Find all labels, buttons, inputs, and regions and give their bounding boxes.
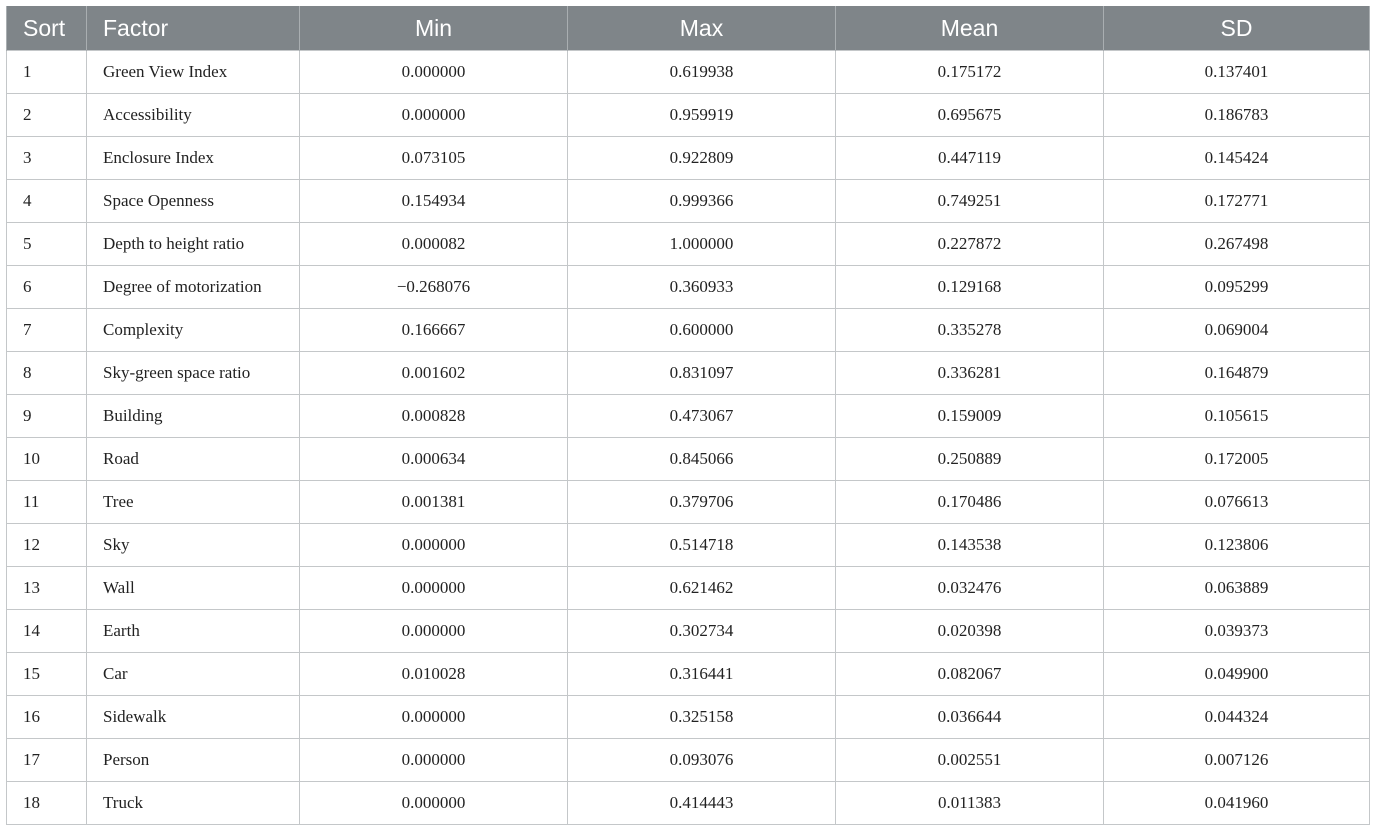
cell-mean: 0.250889 <box>836 438 1104 481</box>
cell-mean: 0.695675 <box>836 94 1104 137</box>
cell-max: 0.619938 <box>568 51 836 94</box>
cell-max: 0.514718 <box>568 524 836 567</box>
cell-max: 0.845066 <box>568 438 836 481</box>
cell-mean: 0.159009 <box>836 395 1104 438</box>
table-row <box>7 481 1370 524</box>
cell-sd: 0.172771 <box>1104 180 1370 223</box>
cell-sort: 4 <box>7 180 87 223</box>
cell-sort: 3 <box>7 137 87 180</box>
cell-sort: 18 <box>7 782 87 825</box>
cell-sd: 0.076613 <box>1104 481 1370 524</box>
table-row <box>7 180 1370 223</box>
cell-max: 0.999366 <box>568 180 836 223</box>
header-min: Min <box>300 6 568 51</box>
cell-min: 0.001602 <box>300 352 568 395</box>
cell-min: 0.000000 <box>300 524 568 567</box>
cell-mean: 0.036644 <box>836 696 1104 739</box>
cell-sort: 7 <box>7 309 87 352</box>
cell-sd: 0.172005 <box>1104 438 1370 481</box>
cell-mean: 0.335278 <box>836 309 1104 352</box>
cell-factor: Sky-green space ratio <box>87 352 300 395</box>
table-row <box>7 524 1370 567</box>
table-row <box>7 266 1370 309</box>
cell-factor: Sidewalk <box>87 696 300 739</box>
cell-factor: Earth <box>87 610 300 653</box>
cell-sd: 0.123806 <box>1104 524 1370 567</box>
table-row <box>7 739 1370 782</box>
cell-min: 0.000634 <box>300 438 568 481</box>
cell-factor: Space Openness <box>87 180 300 223</box>
cell-sort: 9 <box>7 395 87 438</box>
cell-sort: 16 <box>7 696 87 739</box>
cell-factor: Truck <box>87 782 300 825</box>
cell-min: 0.010028 <box>300 653 568 696</box>
cell-max: 1.000000 <box>568 223 836 266</box>
cell-min: 0.000000 <box>300 610 568 653</box>
cell-min: 0.154934 <box>300 180 568 223</box>
cell-factor: Accessibility <box>87 94 300 137</box>
cell-sd: 0.007126 <box>1104 739 1370 782</box>
cell-sort: 12 <box>7 524 87 567</box>
cell-factor: Degree of motorization <box>87 266 300 309</box>
cell-sd: 0.039373 <box>1104 610 1370 653</box>
cell-mean: 0.020398 <box>836 610 1104 653</box>
cell-sort: 13 <box>7 567 87 610</box>
cell-factor: Wall <box>87 567 300 610</box>
cell-sort: 2 <box>7 94 87 137</box>
cell-mean: 0.336281 <box>836 352 1104 395</box>
header-factor: Factor <box>87 6 300 51</box>
cell-mean: 0.175172 <box>836 51 1104 94</box>
cell-sd: 0.105615 <box>1104 395 1370 438</box>
cell-max: 0.414443 <box>568 782 836 825</box>
cell-min: 0.000000 <box>300 696 568 739</box>
cell-mean: 0.170486 <box>836 481 1104 524</box>
table-row <box>7 567 1370 610</box>
cell-min: −0.268076 <box>300 266 568 309</box>
cell-min: 0.000000 <box>300 782 568 825</box>
cell-mean: 0.002551 <box>836 739 1104 782</box>
cell-sort: 17 <box>7 739 87 782</box>
cell-sd: 0.186783 <box>1104 94 1370 137</box>
cell-max: 0.302734 <box>568 610 836 653</box>
header-mean: Mean <box>836 6 1104 51</box>
cell-max: 0.600000 <box>568 309 836 352</box>
cell-max: 0.473067 <box>568 395 836 438</box>
cell-sort: 6 <box>7 266 87 309</box>
cell-sd: 0.164879 <box>1104 352 1370 395</box>
cell-min: 0.000000 <box>300 51 568 94</box>
table-row <box>7 696 1370 739</box>
cell-mean: 0.011383 <box>836 782 1104 825</box>
header-max: Max <box>568 6 836 51</box>
cell-factor: Complexity <box>87 309 300 352</box>
cell-max: 0.621462 <box>568 567 836 610</box>
table-row <box>7 610 1370 653</box>
statistics-table <box>6 6 1370 825</box>
cell-min: 0.000828 <box>300 395 568 438</box>
cell-sort: 15 <box>7 653 87 696</box>
cell-max: 0.959919 <box>568 94 836 137</box>
table-row <box>7 352 1370 395</box>
cell-mean: 0.749251 <box>836 180 1104 223</box>
cell-sort: 14 <box>7 610 87 653</box>
table-row <box>7 438 1370 481</box>
header-row <box>7 6 1370 51</box>
cell-sd: 0.095299 <box>1104 266 1370 309</box>
cell-sd: 0.069004 <box>1104 309 1370 352</box>
cell-sort: 10 <box>7 438 87 481</box>
cell-min: 0.166667 <box>300 309 568 352</box>
cell-sd: 0.137401 <box>1104 51 1370 94</box>
cell-factor: Sky <box>87 524 300 567</box>
cell-min: 0.000000 <box>300 94 568 137</box>
cell-factor: Building <box>87 395 300 438</box>
cell-sort: 8 <box>7 352 87 395</box>
cell-max: 0.360933 <box>568 266 836 309</box>
cell-sort: 5 <box>7 223 87 266</box>
cell-max: 0.093076 <box>568 739 836 782</box>
cell-mean: 0.447119 <box>836 137 1104 180</box>
cell-min: 0.000082 <box>300 223 568 266</box>
cell-mean: 0.032476 <box>836 567 1104 610</box>
cell-factor: Depth to height ratio <box>87 223 300 266</box>
cell-mean: 0.143538 <box>836 524 1104 567</box>
table-row <box>7 653 1370 696</box>
cell-sort: 1 <box>7 51 87 94</box>
table-row <box>7 395 1370 438</box>
table-row <box>7 51 1370 94</box>
cell-sd: 0.044324 <box>1104 696 1370 739</box>
cell-factor: Tree <box>87 481 300 524</box>
cell-max: 0.831097 <box>568 352 836 395</box>
cell-max: 0.379706 <box>568 481 836 524</box>
cell-max: 0.922809 <box>568 137 836 180</box>
cell-sd: 0.145424 <box>1104 137 1370 180</box>
cell-factor: Car <box>87 653 300 696</box>
cell-min: 0.000000 <box>300 567 568 610</box>
cell-factor: Person <box>87 739 300 782</box>
cell-factor: Enclosure Index <box>87 137 300 180</box>
statistics-table-container <box>6 6 1369 825</box>
cell-factor: Green View Index <box>87 51 300 94</box>
cell-max: 0.325158 <box>568 696 836 739</box>
table-row <box>7 137 1370 180</box>
cell-max: 0.316441 <box>568 653 836 696</box>
table-row <box>7 782 1370 825</box>
cell-mean: 0.227872 <box>836 223 1104 266</box>
cell-sd: 0.267498 <box>1104 223 1370 266</box>
table-row <box>7 94 1370 137</box>
cell-min: 0.001381 <box>300 481 568 524</box>
header-sort: Sort <box>7 6 87 51</box>
cell-mean: 0.129168 <box>836 266 1104 309</box>
cell-min: 0.000000 <box>300 739 568 782</box>
header-sd: SD <box>1104 6 1370 51</box>
cell-min: 0.073105 <box>300 137 568 180</box>
table-row <box>7 223 1370 266</box>
cell-sd: 0.063889 <box>1104 567 1370 610</box>
cell-sd: 0.041960 <box>1104 782 1370 825</box>
cell-mean: 0.082067 <box>836 653 1104 696</box>
table-row <box>7 309 1370 352</box>
table-header <box>7 6 1370 51</box>
cell-factor: Road <box>87 438 300 481</box>
cell-sd: 0.049900 <box>1104 653 1370 696</box>
table-body <box>7 51 1370 825</box>
cell-sort: 11 <box>7 481 87 524</box>
